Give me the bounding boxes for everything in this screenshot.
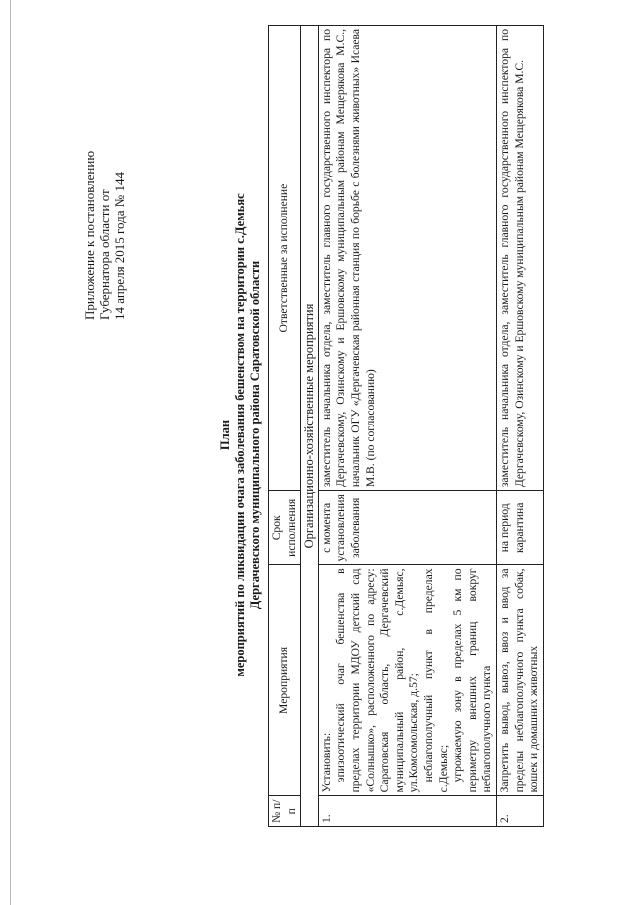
header-action: Мероприятия [269, 565, 301, 796]
row-1-action-p3: угрожаемую зону в пределах 5 км по периметру внешних границ вокруг неблагополучного пункта [451, 568, 494, 793]
title-line-2: мероприятий по ликвидации очага заболевания бешенством на территории с.Демьяс [233, 193, 247, 677]
row-1-action-p1: эпизоотический очаг бешенства в пределах территории МДОУ детский сад «Солнышко», расположенного по адресу: Саратовская область, Дергачевский муниципальный район, с.Демьяс, ул.Комсомольская, д.57; [334, 568, 421, 793]
title-line-3: Дергачевского муниципального района Саратовской области [248, 260, 262, 610]
row-1-term: с момента установления заболевания [318, 491, 496, 565]
row-1-action-intro: Установить: [319, 732, 333, 793]
approval-note [82, 50, 127, 320]
row-1-action [318, 565, 496, 796]
header-responsible: Ответственные за исполнение [269, 26, 301, 491]
section-title: Организационно-хозяйственные мероприятия [301, 26, 319, 827]
section-row [301, 26, 319, 827]
row-2-term: на период карантина [496, 491, 543, 565]
approval-note-line-2: Губернатора области от [97, 189, 112, 320]
row-2-responsible: заместитель начальника отдела, заместитель главного государственного инспектора по Дергачевскому, Озинскому и Ершовскому муниципальным районам Мещерякова М.С. [496, 26, 543, 491]
title-line-1: План [218, 419, 232, 451]
row-2-num: 2. [496, 796, 543, 827]
approval-note-line-1: Приложение к постановлению [82, 150, 97, 320]
header-term: Срок исполнения [269, 491, 301, 565]
table-header-row [269, 26, 301, 827]
row-1-action-p2: неблагополучный пункт в пределах с.Демьяс; [421, 568, 450, 793]
header-num: № п/п [269, 796, 301, 827]
plan-table [268, 25, 544, 827]
document-title [218, 125, 263, 745]
table-row [318, 26, 496, 827]
row-2-action: Запретить вывод, вывоз, ввоз и ввод за пределы неблагополучного пункта собак, кошек и домашних животных [496, 565, 543, 796]
approval-note-line-3: 14 апреля 2015 года № 144 [112, 172, 127, 320]
row-1-num: 1. [318, 796, 496, 827]
row-1-responsible: заместитель начальника отдела, заместитель главного государственного инспектора по Дергачевскому, Озинскому и Ершовскому муниципальным районам Мещерякова М.С., начальник ОГУ «Дергачевская районная станция по борьбе с болезнями животных» Исаева М.В. (по согласованию) [318, 26, 496, 491]
table-row [496, 26, 543, 827]
